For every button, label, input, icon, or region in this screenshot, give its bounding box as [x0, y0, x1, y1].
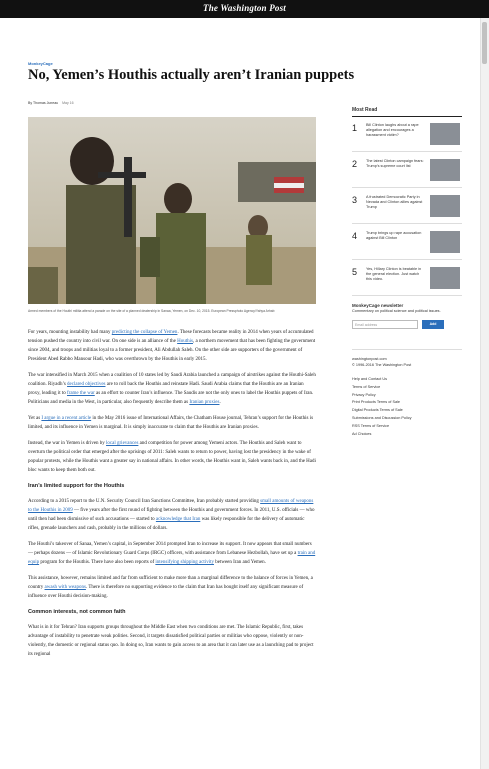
footer-link[interactable]: Print Products Terms of Sale — [352, 400, 401, 405]
most-read-number: 3 — [352, 195, 358, 205]
email-field[interactable]: Email address — [352, 320, 418, 329]
footer-link[interactable]: Help and Contact Us — [352, 377, 388, 381]
inline-link[interactable]: train and equip — [28, 551, 316, 565]
most-read-number: 1 — [352, 123, 358, 133]
scrollbar-thumb[interactable] — [482, 22, 487, 64]
most-read-list — [352, 123, 462, 296]
publish-date: May 16 — [62, 101, 74, 105]
scrollbar-track[interactable] — [480, 18, 489, 769]
article-paragraph: For years, mounting instability had many predicting the collapse of Yemen. These forecasts became reality in 2014 when years of accumulated tension pushed the country into civil war. On one side is an alliance of the Houthis, a northern movement that has been fighting the government since 2004, and troops and militias loyal to a former president, Ali Abdullah Saleh. On the other side are supporters of the government of President Abed Rabbo Mansour Hadi, who was overthrown by the Houthis in early 2015. — [28, 330, 316, 362]
inline-link[interactable]: awash with weapons — [44, 585, 86, 590]
inline-link[interactable]: acknowledge that Iran — [155, 517, 201, 522]
article-paragraph: The Houthi’s takeover of Sanaa, Yemen’s capital, in September 2014 prompted Iran to increase its support. It now appears that small numbers — perhaps dozens — of Islamic Revolutionary Guard Corps (IRGC) officers, with assistance from Lebanese Hezbollah, have set up a train and equip program for the Houthis. There have also been reports of intensifying shipping activity between Iran and Yemen. — [28, 542, 316, 565]
footer-copyright: © 1996-2016 The Washington Post — [352, 363, 412, 367]
inline-link[interactable]: declared objectives — [67, 382, 106, 387]
most-read-headline[interactable]: Yes, Hillary Clinton is beatable in the general election. Just watch this video. — [366, 267, 422, 281]
most-read-item[interactable] — [352, 123, 462, 152]
most-read-headline[interactable]: Bill Clinton laughs about a rape allegation and encourages a harassment victim? — [366, 123, 419, 137]
article-body — [28, 328, 316, 666]
masthead-logo[interactable]: The Washington Post — [203, 3, 286, 13]
militia-parade-image — [28, 117, 316, 304]
footer-links — [352, 376, 462, 438]
footer-link[interactable]: Submissions and Discussion Policy — [352, 415, 412, 420]
section-heading: Iran’s limited support for the Houthis — [28, 483, 125, 489]
most-read-headline[interactable]: Trump brings up rape accusation against Bill Clinton — [366, 231, 422, 240]
article-paragraph: The war intensified in March 2015 when a coalition of 10 states led by Saudi Arabia launched a campaign of airstrikes against the Houthi-Saleh coalition. Riyadh’s declared objectives are to roll back the Houthis and reinstate Hadi. Saudi Arabia claims that the Houthis are an Iranian proxy, leading it to frame the war as an effort to counter Iran’s influence. The Saudis are not the only ones to label the Houthis puppets of Iran. Politicians and media in the West, in particular, also frequently describe them as Iranian proxies. — [28, 373, 316, 405]
article-paragraph: According to a 2015 report to the U.N. Security Council Iran Sanctions Committee, Iran probably started providing small amounts of weapons to the Houthis in 2009 — five years after the first round of fighting between the Houthis and government forces. In 2011, U.S. officials — who until then had been dismissive of such accusations — started to acknowledge that Iran was likely responsible for the delivery of automatic rifles, grenade launchers and cash, probably in the millions of dollars. — [28, 499, 315, 531]
footer-link[interactable]: Ad Choices — [352, 431, 372, 436]
article-paragraph: This assistance, however, remains limited and far from sufficient to make more than a marginal difference to the balance of forces in Yemen, a country awash with weapons. There is therefore no supporting evidence to the claim that Iran has bought itself any significant measure of influence over Houthi decision-making. — [28, 576, 313, 599]
author-name[interactable]: By Thomas Juneau — [28, 101, 59, 105]
most-read-number: 4 — [352, 231, 358, 241]
sidebar — [352, 107, 462, 438]
section-kicker[interactable]: MonkeyCage — [28, 61, 53, 66]
most-read-thumbnail[interactable] — [430, 159, 460, 181]
most-read-item[interactable] — [352, 267, 462, 296]
inline-link[interactable]: frame the war — [66, 391, 95, 396]
inline-link[interactable]: Iranian proxies — [189, 400, 220, 405]
byline — [28, 101, 74, 105]
inline-link[interactable]: intensifying shipping activity — [155, 560, 214, 565]
inline-link[interactable]: Houthis — [177, 339, 193, 344]
inline-link[interactable]: local grievances — [106, 441, 139, 446]
newsletter-title: MonkeyCage newsletter — [352, 303, 404, 308]
most-read-headline[interactable]: The latest Clinton campaign fears: Trump’s supreme court list — [366, 159, 424, 168]
add-newsletter-button[interactable]: Add — [422, 320, 444, 329]
most-read-headline[interactable]: A frustrated Democratic Party in Nevada and Clinton allies against Trump — [366, 195, 423, 209]
most-read-number: 2 — [352, 159, 358, 169]
footer-link[interactable]: Digital Products Terms of Sale — [352, 408, 403, 413]
article-headline: No, Yemen’s Houthis actually aren’t Iranian puppets — [28, 67, 355, 83]
footer — [352, 349, 462, 438]
inline-link[interactable]: predicting the collapse of Yemen — [111, 330, 178, 335]
most-read-thumbnail[interactable] — [430, 231, 460, 253]
footer-link[interactable]: RSS Terms of Service — [352, 423, 390, 428]
article-paragraph: Yet as I argue in a recent article in the May 2016 issue of International Affairs, the Chatham House journal, Tehran’s support for the Houthis is limited, and its influence in Yemen is marginal. It is simply inaccurate to claim that the Houthis are Iranian proxies. — [28, 416, 314, 430]
footer-link[interactable]: Privacy Policy — [352, 392, 376, 397]
most-read-thumbnail[interactable] — [430, 267, 460, 289]
newsletter-form — [352, 320, 462, 329]
inline-link[interactable]: I argue in a recent article — [41, 416, 92, 421]
most-read-item[interactable] — [352, 231, 462, 260]
article-paragraph: Instead, the war in Yemen is driven by local grievances and competition for power among Yemeni actors. The Houthis and Saleh want to overturn the political order that emerged after the uprisings of 2011: Saleh wants to return to power, having lost the presidency in the wake of popular protests, while the Houthis want a greater say in national affairs. In other words, the Houthis want in, Saleh wants back in, and the Hadi bloc wants to keep them both out. — [28, 441, 316, 473]
most-read-thumbnail[interactable] — [430, 195, 460, 217]
photo-caption: Armed members of the Houthi militia attend a parade on the site of a planned dealership in Sanaa, Yemen, on Dec. 10, 2015. European Pressphoto Agency/Yahya Arhab — [28, 309, 275, 313]
newsletter-description: Commentary on political science and political issues. — [352, 309, 441, 313]
most-read-title: Most Read — [352, 107, 462, 117]
article-paragraph: What is in it for Tehran? Iran supports groups throughout the Middle East when two conditions are met. The Islamic Republic, first, takes advantage of instability to penetrate weak polities. Second, it targets dissatisfied political parties or militias who oppose, violently or non-violently, the domestic or regional status quo. In doing so, Iran wants to gain access to an area that it can later use as a launching pad to project its regional — [28, 625, 314, 657]
section-heading: Common interests, not common faith — [28, 609, 126, 615]
footer-site[interactable]: washingtonpost.com — [352, 357, 387, 361]
most-read-item[interactable] — [352, 195, 462, 224]
most-read-thumbnail[interactable] — [430, 123, 460, 145]
inline-link[interactable]: small amounts of weapons to the Houthis in 2009 — [28, 499, 314, 513]
footer-link[interactable]: Terms of Service — [352, 384, 381, 389]
lead-photo — [28, 117, 316, 304]
most-read-number: 5 — [352, 267, 358, 277]
most-read-item[interactable] — [352, 159, 462, 188]
